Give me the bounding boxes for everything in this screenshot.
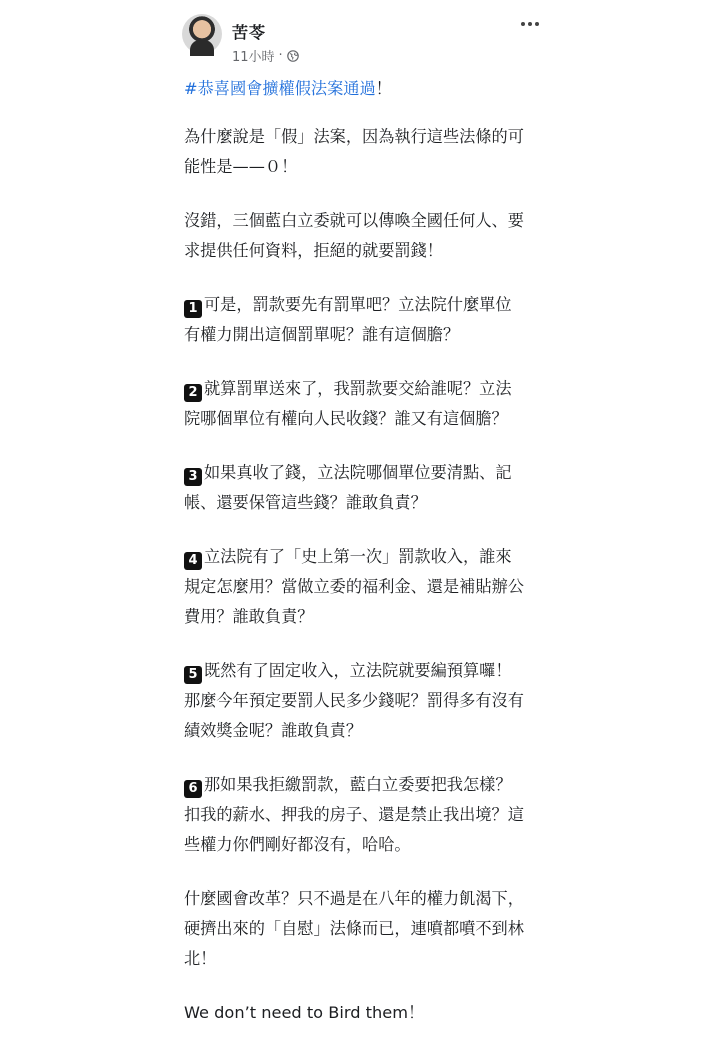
paragraph-line: 些權力你們剛好都沒有，哈哈。	[184, 835, 411, 854]
author-name[interactable]: 苦苓	[232, 23, 267, 42]
number-badge-icon: 3	[184, 468, 202, 486]
paragraph-line	[184, 770, 546, 800]
paragraph-line: 求提供任何資料，拒絕的就要罰錢！	[184, 241, 443, 260]
hashtag-paragraph	[184, 74, 546, 104]
paragraph-line: 那麼今年預定要罰人民多少錢呢？罰得多有沒有	[184, 691, 524, 710]
paragraph-line: 有權力開出這個罰單呢？誰有這個膽？	[184, 325, 460, 344]
paragraph-line	[184, 374, 546, 404]
paragraph-line: 帳、還要保管這些錢？誰敢負責？	[184, 493, 427, 512]
paragraph-line: 為什麼說是「假」法案，因為執行這些法條的可	[184, 127, 524, 146]
globe-icon[interactable]	[287, 50, 299, 62]
paragraph-line: 院哪個單位有權向人民收錢？誰又有這個膽？	[184, 409, 508, 428]
post-paragraph	[184, 998, 546, 1028]
hashtag-link[interactable]: #恭喜國會擴權假法案通過	[184, 79, 376, 98]
post-body	[184, 74, 546, 1052]
paragraph-line: 硬擠出來的「自慰」法條而已，連噴都噴不到林	[184, 919, 524, 938]
paragraph-line-text: 立法院有了「史上第一次」罰款收入，誰來	[204, 547, 512, 566]
number-badge-icon: 4	[184, 552, 202, 570]
paragraph-line-text: 那如果我拒繳罰款，藍白立委要把我怎樣？	[204, 775, 512, 794]
post-paragraphs	[184, 122, 546, 1028]
number-badge-icon: 6	[184, 780, 202, 798]
paragraph-line: We don’t need to Bird them！	[184, 1003, 425, 1022]
number-badge-icon: 2	[184, 384, 202, 402]
paragraph-line: 費用？誰敢負責？	[184, 607, 314, 626]
more-dot	[528, 22, 532, 26]
meta-separator: ·	[278, 48, 283, 63]
post-card	[170, 0, 550, 1022]
paragraph-line: 沒錯，三個藍白立委就可以傳喚全國任何人、要	[184, 211, 524, 230]
more-dot	[535, 22, 539, 26]
post-time[interactable]: 11小時	[232, 50, 275, 65]
paragraph-line: 扣我的薪水、押我的房子、還是禁止我出境？這	[184, 805, 524, 824]
post-paragraph	[184, 884, 546, 974]
post-meta	[232, 46, 299, 65]
paragraph-line	[184, 458, 546, 488]
post-paragraph	[184, 458, 546, 518]
more-dot	[521, 22, 525, 26]
paragraph-line-text: 就算罰單送來了，我罰款要交給誰呢？立法	[204, 379, 512, 398]
paragraph-line-text: 既然有了固定收入，立法院就要編預算囉！	[204, 661, 512, 680]
post-paragraph	[184, 374, 546, 434]
paragraph-line: 規定怎麼用？當做立委的福利金、還是補貼辦公	[184, 577, 524, 596]
post-paragraph	[184, 206, 546, 266]
paragraph-line: 能性是——０！	[184, 157, 298, 176]
more-options-icon[interactable]	[518, 14, 542, 34]
avatar-figure	[190, 40, 214, 56]
hashtag-suffix: ！	[375, 79, 392, 98]
post-paragraph	[184, 770, 546, 860]
paragraph-line: 北！	[184, 949, 217, 968]
paragraph-line: 績效獎金呢？誰敢負責？	[184, 721, 363, 740]
post-header	[182, 14, 548, 70]
paragraph-line	[184, 290, 546, 320]
post-paragraph	[184, 542, 546, 632]
paragraph-line-text: 如果真收了錢，立法院哪個單位要清點、記	[204, 463, 512, 482]
paragraph-line-text: 可是，罰款要先有罰單吧？立法院什麼單位	[204, 295, 512, 314]
post-paragraph	[184, 656, 546, 746]
paragraph-line	[184, 656, 546, 686]
avatar[interactable]	[182, 14, 222, 54]
paragraph-line	[184, 542, 546, 572]
post-paragraph	[184, 122, 546, 182]
number-badge-icon: 1	[184, 300, 202, 318]
post-paragraph	[184, 290, 546, 350]
paragraph-line: 什麼國會改革？只不過是在八年的權力飢渴下，	[184, 889, 524, 908]
number-badge-icon: 5	[184, 666, 202, 684]
